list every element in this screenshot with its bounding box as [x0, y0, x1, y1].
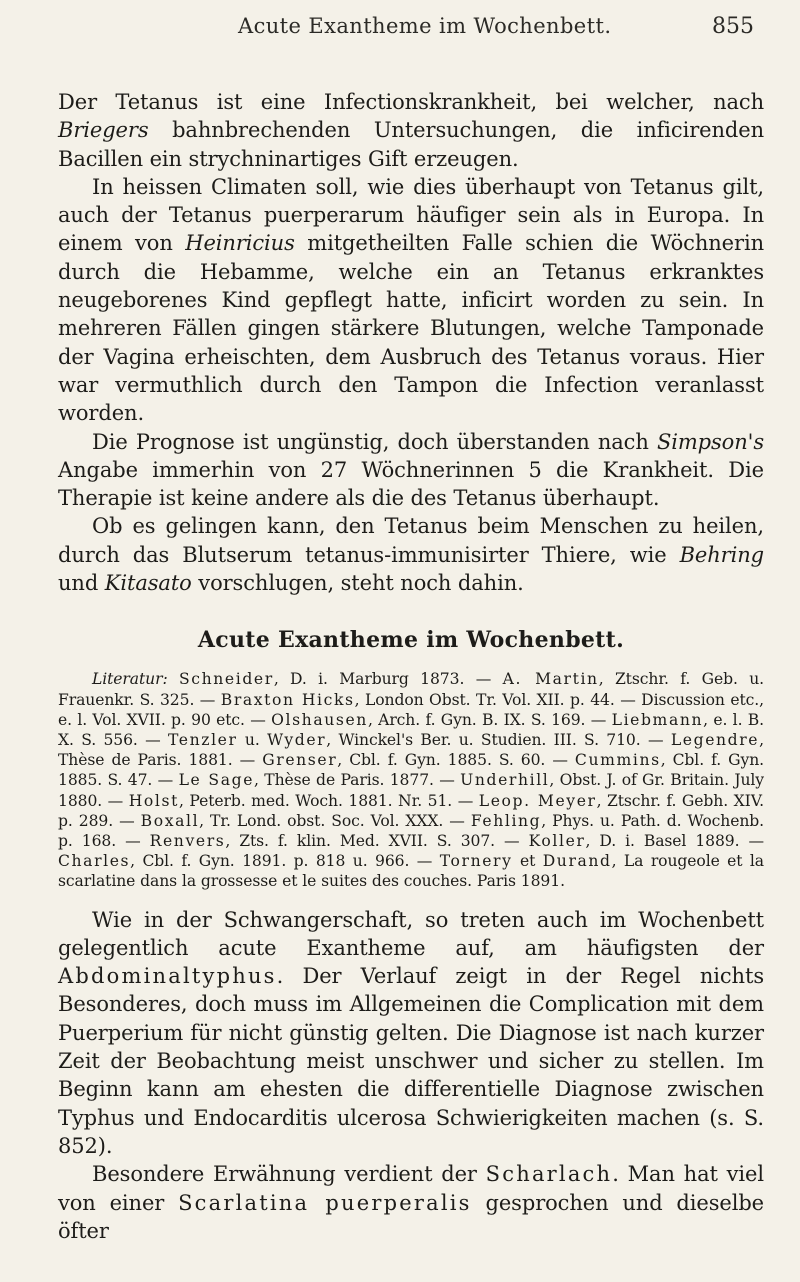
running-title: Acute Exantheme im Wochenbett. — [238, 14, 612, 38]
literature-list: Literatur: Schneider, D. i. Marburg 1873. — A. Martin, Ztschr. f. Geb. u. Frauenkr. S. 325. — Braxton Hicks, London Obst. Tr. Vol. XII. p. 44. — Discussion etc., e. l. Vol. XVII. p. 90 etc. — Olshausen, Arch. f. Gyn. B. IX. S. 169. — Liebmann, e. l. B. X. S. 556. — Tenzler u. Wyder, Winckel's Ber. u. Studien. III. S. 710. — Legendre, Thèse de Paris. 1881. — Grenser, Cbl. f. Gyn. 1885. S. 60. — Cummins, Cbl. f. Gyn. 1885. S. 47. — Le Sage, Thèse de Paris. 1877. — Underhill, Obst. J. of Gr. Britain. July 1880. — Holst, Peterb. med. Woch. 1881. Nr. 51. — Leop. Meyer, Ztschr. f. Gebh. XIV. p. 289. — Boxall, Tr. Lond. obst. Soc. Vol. XXX. — Fehling, Phys. u. Path. d. Wochenb. p. 168. — Renvers, Zts. f. klin. Med. XVII. S. 307. — Koller, D. i. Basel 1889. — Charles, Cbl. f. Gyn. 1891. p. 818 u. 966. — Tornery et Durand, La rougeole et la scarlatine dans la grossesse et le suites des couches. Paris 1891. — [58, 670, 765, 891]
page-number: 855 — [712, 14, 754, 39]
literature-label: Literatur: — [92, 670, 168, 689]
author-name: Simpson's — [656, 429, 764, 454]
paragraph-climate: In heissen Climaten soll, wie dies überhaupt von Tetanus gilt, auch der Tetanus puerperarum häufiger sein als in Europa. In einem von Heinricius mitgetheilten Falle schien die Wöchnerin durch die Hebamme, welche ein an Tetanus erkranktes neugeborenes Kind gepflegt hatte, inficirt worden zu sein. In mehreren Fällen gingen stärkere Blutungen, welche Tamponade der Vagina erheischten, dem Ausbruch des Tetanus voraus. Hier war vermuthlich durch den Tampon die Infection veranlasst worden. — [58, 174, 764, 426]
paragraph-scarlet-fever: Besondere Erwähnung verdient der Scharlach. Man hat viel von einer Scarlatina puerperalis gesprochen und dieselbe öfter — [58, 1162, 764, 1243]
paragraph-tetanus-cause: Der Tetanus ist eine Infectionskrankheit, bei welcher, nach Briegers bahnbrechenden Untersuchungen, die inficirenden Bacillen ein strychninartiges Gift erzeugen. — [58, 90, 764, 171]
author-name: Briegers — [58, 118, 149, 143]
paragraph-prognosis: Die Prognose ist ungünstig, doch überstanden nach Simpson's Angabe immerhin von 27 Wöchnerinnen 5 die Krankheit. Die Therapie ist keine andere als die des Tetanus überhaupt. — [58, 429, 764, 511]
spaced-term: Abdominaltyphus — [58, 964, 277, 989]
author-name: Heinricius — [185, 231, 295, 256]
spaced-term: Scarlatina puerperalis — [178, 1190, 472, 1215]
paragraph-serum: Ob es gelingen kann, den Tetanus beim Menschen zu heilen, durch das Blutserum tetanus-immunisirter Thiere, wie Behring und Kitasato vorschlugen, steht noch dahin. — [58, 514, 764, 596]
author-name: Behring — [679, 542, 764, 567]
author-name: Kitasato — [104, 571, 192, 596]
paragraph-typhus: Wie in der Schwangerschaft, so treten auch im Wochenbett gelegentlich acute Exantheme auf, am häufigsten der Abdominaltyphus. Der Verlauf zeigt in der Regel nichts Besonderes, doch muss im Allgemeinen die Complication mit dem Puerperium für nicht günstig gelten. Die Diagnose ist nach kurzer Zeit der Beobachtung meist unschwer und sicher zu stellen. Im Beginn kann am ehesten die differentielle Diagnose zwischen Typhus und Endocarditis ulcerosa Schwierigkeiten machen (s. S. 852). — [58, 907, 764, 1158]
running-head — [0, 14, 800, 50]
section-title: Acute Exantheme im Wochenbett. — [197, 627, 625, 654]
spaced-term: Scharlach — [485, 1162, 613, 1187]
page-body — [58, 88, 764, 1245]
